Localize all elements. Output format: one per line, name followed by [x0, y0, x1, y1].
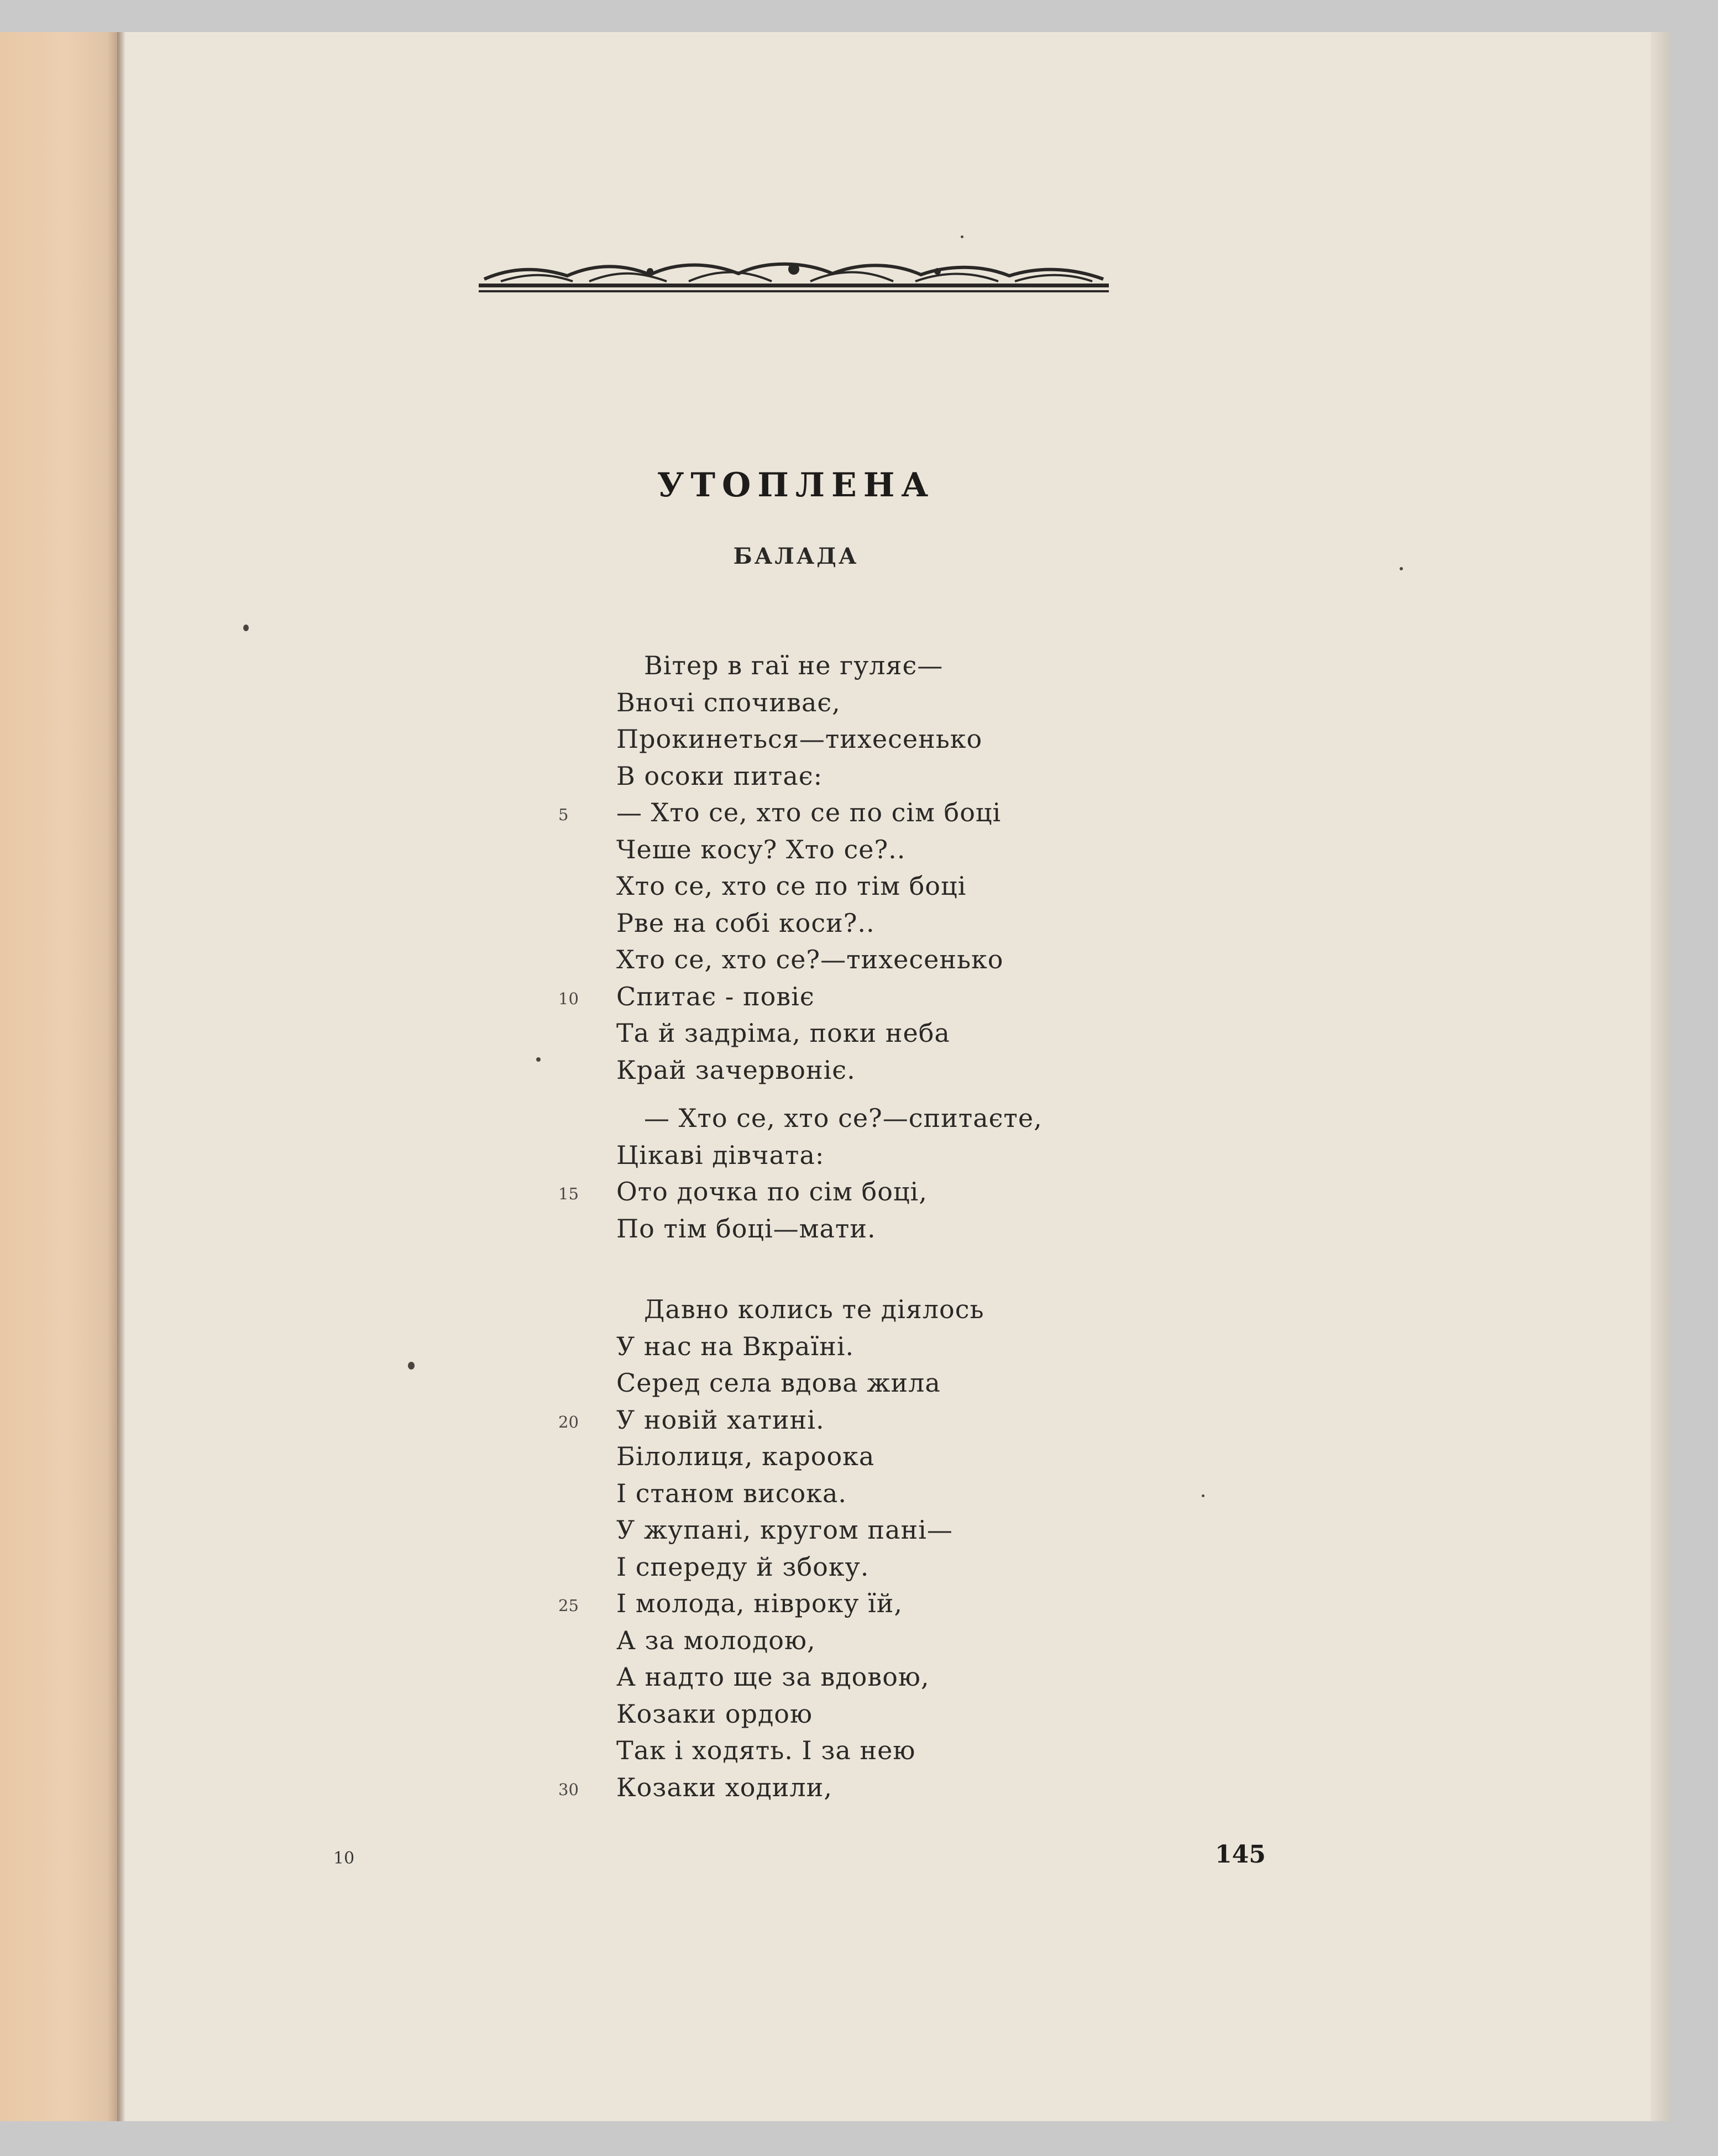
poem-subtitle: БАЛАДА [733, 543, 859, 569]
poem-line: У нас на Вкраїні. [616, 1331, 855, 1361]
poem-line: — Хто се, хто се?—спитаєте, [644, 1103, 1043, 1133]
poem-line: Рве на собі коси?.. [616, 907, 875, 938]
line-number: 25 [558, 1596, 579, 1615]
line-number: 15 [558, 1184, 579, 1203]
poem-line: Ото дочка по сім боці, [616, 1177, 928, 1206]
poem-line: Прокинеться—тихесенько [616, 724, 983, 754]
paper-speck [536, 1057, 541, 1062]
scanned-page [0, 32, 1670, 2121]
poem-line: У новій хатині. [616, 1404, 825, 1435]
line-number: 5 [558, 805, 569, 824]
poem-line: Вночі спочиває, [616, 687, 841, 717]
line-number: 20 [558, 1412, 579, 1431]
poem-line: А за молодою, [616, 1625, 816, 1655]
poem-line: Так і ходять. І за нею [616, 1735, 916, 1765]
poem-body [0, 32, 1670, 2121]
poem-line: У жупані, кругом пані— [616, 1515, 953, 1545]
poem-line: Хто се, хто се по тім боці [616, 871, 967, 901]
poem-line: Хто се, хто се?—тихесенько [616, 945, 1004, 974]
poem-line: В осоки питає: [616, 760, 823, 791]
paper-speck [1400, 567, 1403, 570]
poem-line: Білолиця, кароока [616, 1441, 875, 1471]
paper-speck [243, 625, 249, 631]
poem-line: Цікаві дівчата: [616, 1140, 825, 1170]
poem-line: — Хто се, хто се по сім боці [616, 798, 1002, 827]
poem-line: І молода, нівроку їй, [616, 1588, 903, 1618]
poem-line: Козаки ходили, [616, 1772, 832, 1802]
line-number: 10 [558, 989, 579, 1008]
line-number: 30 [558, 1780, 579, 1799]
poem-line: Серед села вдова жила [616, 1368, 941, 1398]
page-number: 145 [1215, 1840, 1266, 1869]
poem-line: Козаки ордою [616, 1698, 813, 1729]
poem-line: Спитає - повіє [616, 981, 815, 1011]
poem-line: І станом висока. [616, 1478, 847, 1508]
poem-line: А надто ще за вдовою, [616, 1662, 930, 1692]
poem-line: Давно колись те діялось [644, 1294, 984, 1324]
poem-title: УТОПЛЕНА [657, 466, 935, 505]
poem-line: Край зачервоніє. [616, 1055, 856, 1085]
poem-line: Вітер в гаї не гуляє— [644, 651, 944, 680]
paper-speck [961, 235, 963, 238]
printer-signature: 10 [333, 1849, 355, 1868]
poem-line: По тім боці—мати. [616, 1213, 876, 1244]
poem-line: Та й задріма, поки неба [616, 1018, 950, 1048]
poem-line: І спереду й збоку. [616, 1551, 870, 1582]
paper-speck [408, 1362, 415, 1370]
poem-line: Чеше косу? Хто се?.. [616, 834, 906, 864]
paper-speck [1202, 1494, 1204, 1497]
